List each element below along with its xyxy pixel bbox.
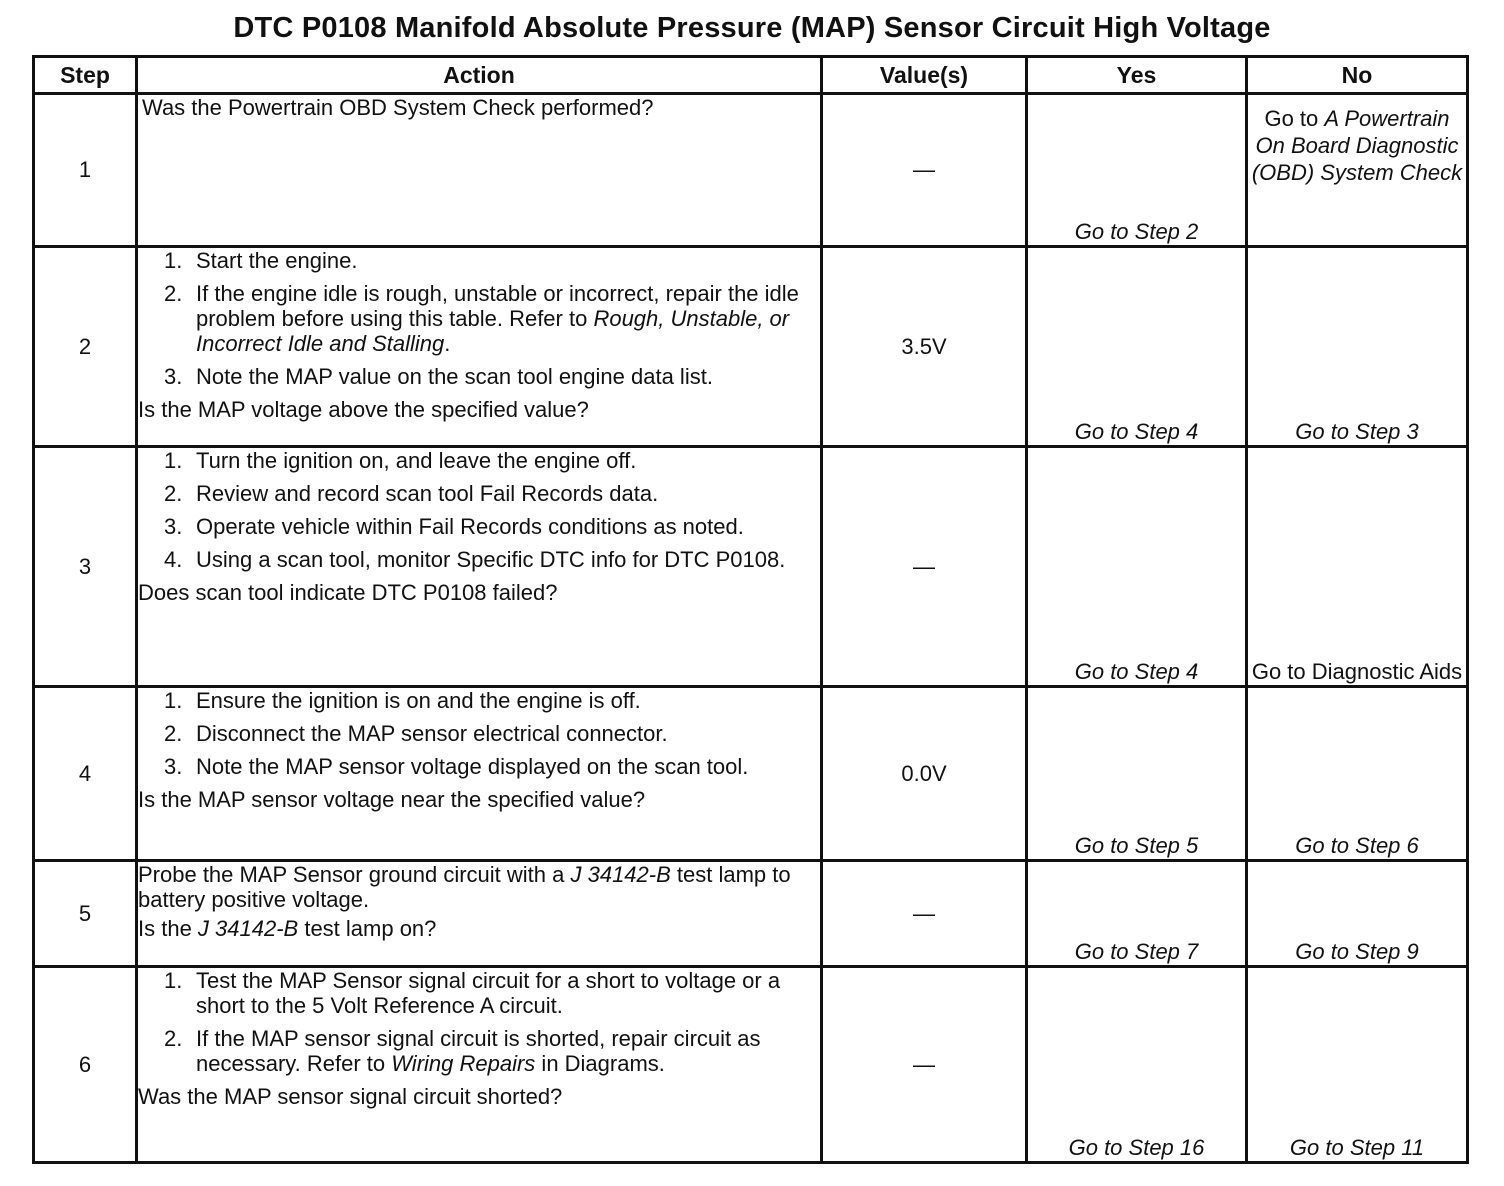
value-cell: — <box>822 447 1027 687</box>
action-question: Is the J 34142-B test lamp on? <box>138 916 437 941</box>
value-cell: 3.5V <box>822 247 1027 447</box>
no-result: Go to Step 11 <box>1247 967 1468 1163</box>
action-item: 1. Start the engine. <box>164 248 358 273</box>
action-item: 2. If the MAP sensor signal circuit is shorted, repair circuit as necessary. Refer to Wiring Repairs in Diagrams. <box>164 1026 761 1076</box>
action-cell <box>137 687 822 861</box>
page-title: DTC P0108 Manifold Absolute Pressure (MAP) Sensor Circuit High Voltage <box>233 12 1271 44</box>
action-list <box>138 688 820 779</box>
value-cell: — <box>822 861 1027 967</box>
action-question: Was the MAP sensor signal circuit shorted? <box>138 1084 563 1109</box>
no-result: Go to Step 3 <box>1247 247 1468 447</box>
step-number: 3 <box>34 447 137 687</box>
table-row-step-2 <box>34 247 1468 447</box>
header-action: Action <box>137 57 822 94</box>
value-cell: 0.0V <box>822 687 1027 861</box>
value-cell: — <box>822 94 1027 247</box>
header-yes: Yes <box>1027 57 1247 94</box>
action-question: Is the MAP sensor voltage near the specified value? <box>138 787 646 812</box>
no-result-link: A Powertrain On Board Diagnostic (OBD) System Check <box>1251 106 1463 185</box>
action-item: 1. Turn the ignition on, and leave the engine off. <box>164 448 637 473</box>
header-step: Step <box>34 57 137 94</box>
yes-result: Go to Step 2 <box>1027 94 1247 247</box>
action-cell <box>137 967 822 1163</box>
action-item: 3. Note the MAP value on the scan tool engine data list. <box>164 364 713 389</box>
action-list <box>138 248 820 389</box>
action-text: Probe the MAP Sensor ground circuit with a J 34142-B test lamp to battery positive voltage. <box>138 862 791 912</box>
yes-result: Go to Step 4 <box>1027 447 1247 687</box>
action-item: 3. Operate vehicle within Fail Records conditions as noted. <box>164 514 744 539</box>
table-row-step-6 <box>34 967 1468 1163</box>
table-row-step-5 <box>34 861 1468 967</box>
yes-result: Go to Step 4 <box>1027 247 1247 447</box>
action-list <box>138 968 820 1076</box>
step-number: 2 <box>34 247 137 447</box>
diagnostic-table <box>32 55 1469 1164</box>
action-item: 3. Note the MAP sensor voltage displayed on the scan tool. <box>164 754 749 779</box>
action-item: 1. Test the MAP Sensor signal circuit for a short to voltage or a short to the 5 Volt Reference A circuit. <box>164 968 781 1018</box>
yes-result: Go to Step 5 <box>1027 687 1247 861</box>
table-row-step-1 <box>34 94 1468 247</box>
action-cell <box>137 861 822 967</box>
action-item: 4. Using a scan tool, monitor Specific DTC info for DTC P0108. <box>164 547 786 572</box>
no-result-prefix: Go to <box>1264 106 1325 131</box>
value-cell: — <box>822 967 1027 1163</box>
no-result: Go to Step 6 <box>1247 687 1468 861</box>
action-item: 1. Ensure the ignition is on and the engine is off. <box>164 688 641 713</box>
action-item: 2. Disconnect the MAP sensor electrical connector. <box>164 721 668 746</box>
step-number: 5 <box>34 861 137 967</box>
action-item: 2. If the engine idle is rough, unstable or incorrect, repair the idle problem before using this table. Refer to Rough, Unstable, or Incorrect Idle and Stalling. <box>164 281 799 356</box>
table-row-step-4 <box>34 687 1468 861</box>
action-question: Was the Powertrain OBD System Check performed? <box>142 95 654 120</box>
table-row-step-3 <box>34 447 1468 687</box>
step-number: 1 <box>34 94 137 247</box>
action-list <box>138 448 820 572</box>
action-cell <box>137 94 822 247</box>
action-question: Is the MAP voltage above the specified value? <box>138 397 589 422</box>
action-cell <box>137 447 822 687</box>
action-question: Does scan tool indicate DTC P0108 failed? <box>138 580 558 605</box>
table-header-row <box>34 57 1468 94</box>
header-values: Value(s) <box>822 57 1027 94</box>
no-result <box>1247 94 1468 247</box>
action-item: 2. Review and record scan tool Fail Records data. <box>164 481 659 506</box>
no-result: Go to Diagnostic Aids <box>1247 447 1468 687</box>
action-cell <box>137 247 822 447</box>
step-number: 6 <box>34 967 137 1163</box>
header-no: No <box>1247 57 1468 94</box>
yes-result: Go to Step 7 <box>1027 861 1247 967</box>
no-result: Go to Step 9 <box>1247 861 1468 967</box>
step-number: 4 <box>34 687 137 861</box>
yes-result: Go to Step 16 <box>1027 967 1247 1163</box>
